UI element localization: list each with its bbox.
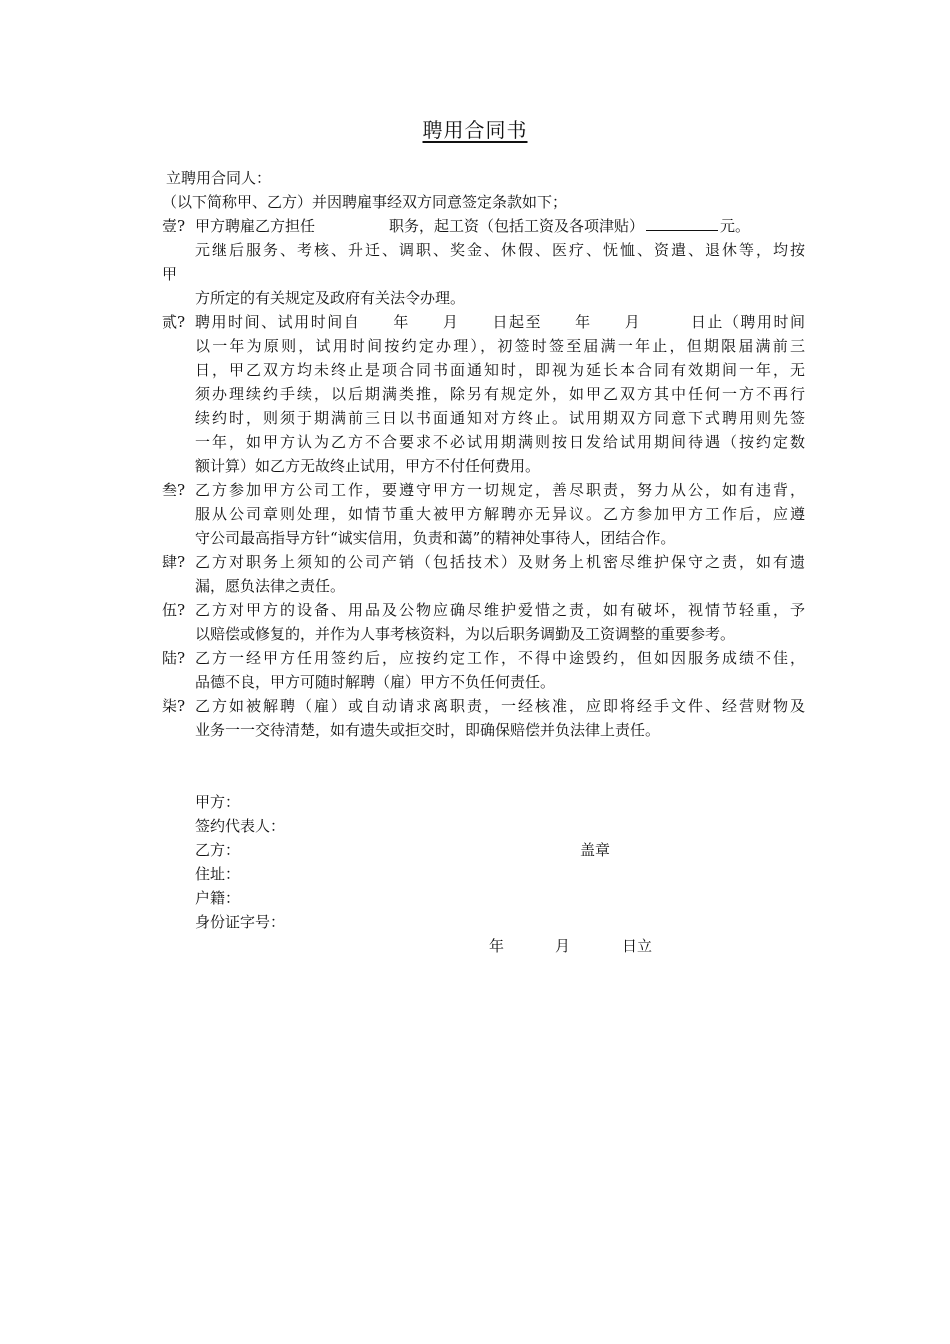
clause-2-line-4: 须办理续约手续，以后期满类推，除另有规定外，如甲乙双方其中任何一方不再行 — [195, 385, 805, 403]
clause-3-line-2: 服从公司章则处理，如情节重大被甲方解聘亦无异议。乙方参加甲方工作后，应遵 — [195, 505, 805, 523]
clause-7-number: 柒? — [162, 697, 186, 715]
party-a-label: 甲方： — [195, 793, 241, 811]
clause-7-line-1: 乙方如被解聘（雇）或自动请求离职责，一经核准，应即将经手文件、经营财物及 — [195, 697, 805, 715]
clause-2-line-7: 额计算）如乙方无故终止试用，甲方不付任何费用。 — [195, 457, 541, 475]
clause-2-line-3: 日，甲乙双方均未终止是项合同书面通知时，即视为延长本合同有效期间一年，无 — [195, 361, 805, 379]
clause-4-line-2: 漏，愿负法律之责任。 — [195, 577, 346, 595]
clause-6-line-1: 乙方一经甲方任用签约后，应按约定工作，不得中途毁约，但如因服务成绩不佳， — [195, 649, 805, 667]
clause-1-line-2: 元继后服务、考核、升迁、调职、奖金、休假、医疗、怃恤、资遣、退休等，均按 — [195, 241, 805, 259]
party-b-label: 乙方： — [195, 841, 241, 859]
clause-1-line-1: 甲方聘雇乙方担任 职务，起工资（包括工资及各项津贴） 元。 — [195, 214, 750, 238]
clause-6-line-2: 品德不良，甲方可随时解聘（雇）甲方不负任何责任。 — [195, 673, 556, 691]
clause-5-line-2: 以赔偿或修复的，并作为人事考核资料，为以后职务调勤及工资调整的重要参考。 — [195, 625, 736, 643]
salary-blank — [646, 214, 718, 231]
date-year-label: 年 — [489, 937, 505, 955]
clause-1-number: 壹? — [162, 217, 186, 235]
clause-2-line-6: 一年，如甲方认为乙方不合要求不必试用期满则按日发给试用期间待遇（按约定数 — [195, 433, 805, 451]
clause-2-number: 贰? — [162, 313, 186, 331]
intro-line-1: 立聘用合同人： — [166, 169, 272, 187]
clause-1-line-3: 方所定的有关规定及政府有关法令办理。 — [195, 289, 466, 307]
date-month-label: 月 — [555, 937, 571, 955]
seal-label: 盖章 — [580, 841, 611, 859]
clause-2-line-2: 以一年为原则，试用时间按约定办理），初签时签至届满一年止，但期限届满前三 — [195, 337, 805, 355]
intro-line-2: （以下简称甲、乙方）并因聘雇事经双方同意签定条款如下； — [162, 193, 568, 211]
clause-4-number: 肆? — [162, 553, 186, 571]
representative-label: 签约代表人： — [195, 817, 286, 835]
id-number-label: 身份证字号： — [195, 913, 286, 931]
clause-7-line-2: 业务一一交待清楚，如有遗失或拒交时，即确保赔偿并负法律上责任。 — [195, 721, 661, 739]
clause-1-line-2-wrap: 甲 — [162, 265, 178, 283]
household-label: 户籍： — [195, 889, 241, 907]
date-day-label: 日立 — [622, 937, 653, 955]
address-label: 住址： — [195, 865, 241, 883]
clause-5-number: 伍? — [162, 601, 186, 619]
clause-4-line-1: 乙方对职务上须知的公司产销（包括技术）及财务上机密尽维护保守之责，如有遗 — [195, 553, 805, 571]
clause-3-number: 叁? — [162, 481, 186, 499]
page-title: 聘用合同书 — [422, 118, 528, 142]
clause-6-number: 陆? — [162, 649, 186, 667]
clause-3-line-3: 守公司最高指导方针“诚实信用，负责和蔼”的精神处事待人，团结合作。 — [195, 529, 676, 547]
clause-3-line-1: 乙方参加甲方公司工作，要遵守甲方一切规定，善尽职责，努力从公，如有违背， — [195, 481, 805, 499]
clause-5-line-1: 乙方对甲方的设备、用品及公物应确尽维护爱惜之责，如有破坏，视情节轻重，予 — [195, 601, 805, 619]
clause-2-line-1: 聘用时间、试用时间自 年 月 日起至 年 月 日止（聘用时间 — [195, 313, 805, 331]
clause-2-line-5: 续约时，则须于期满前三日以书面通知对方终止。试用期双方同意下式聘用则先签 — [195, 409, 805, 427]
